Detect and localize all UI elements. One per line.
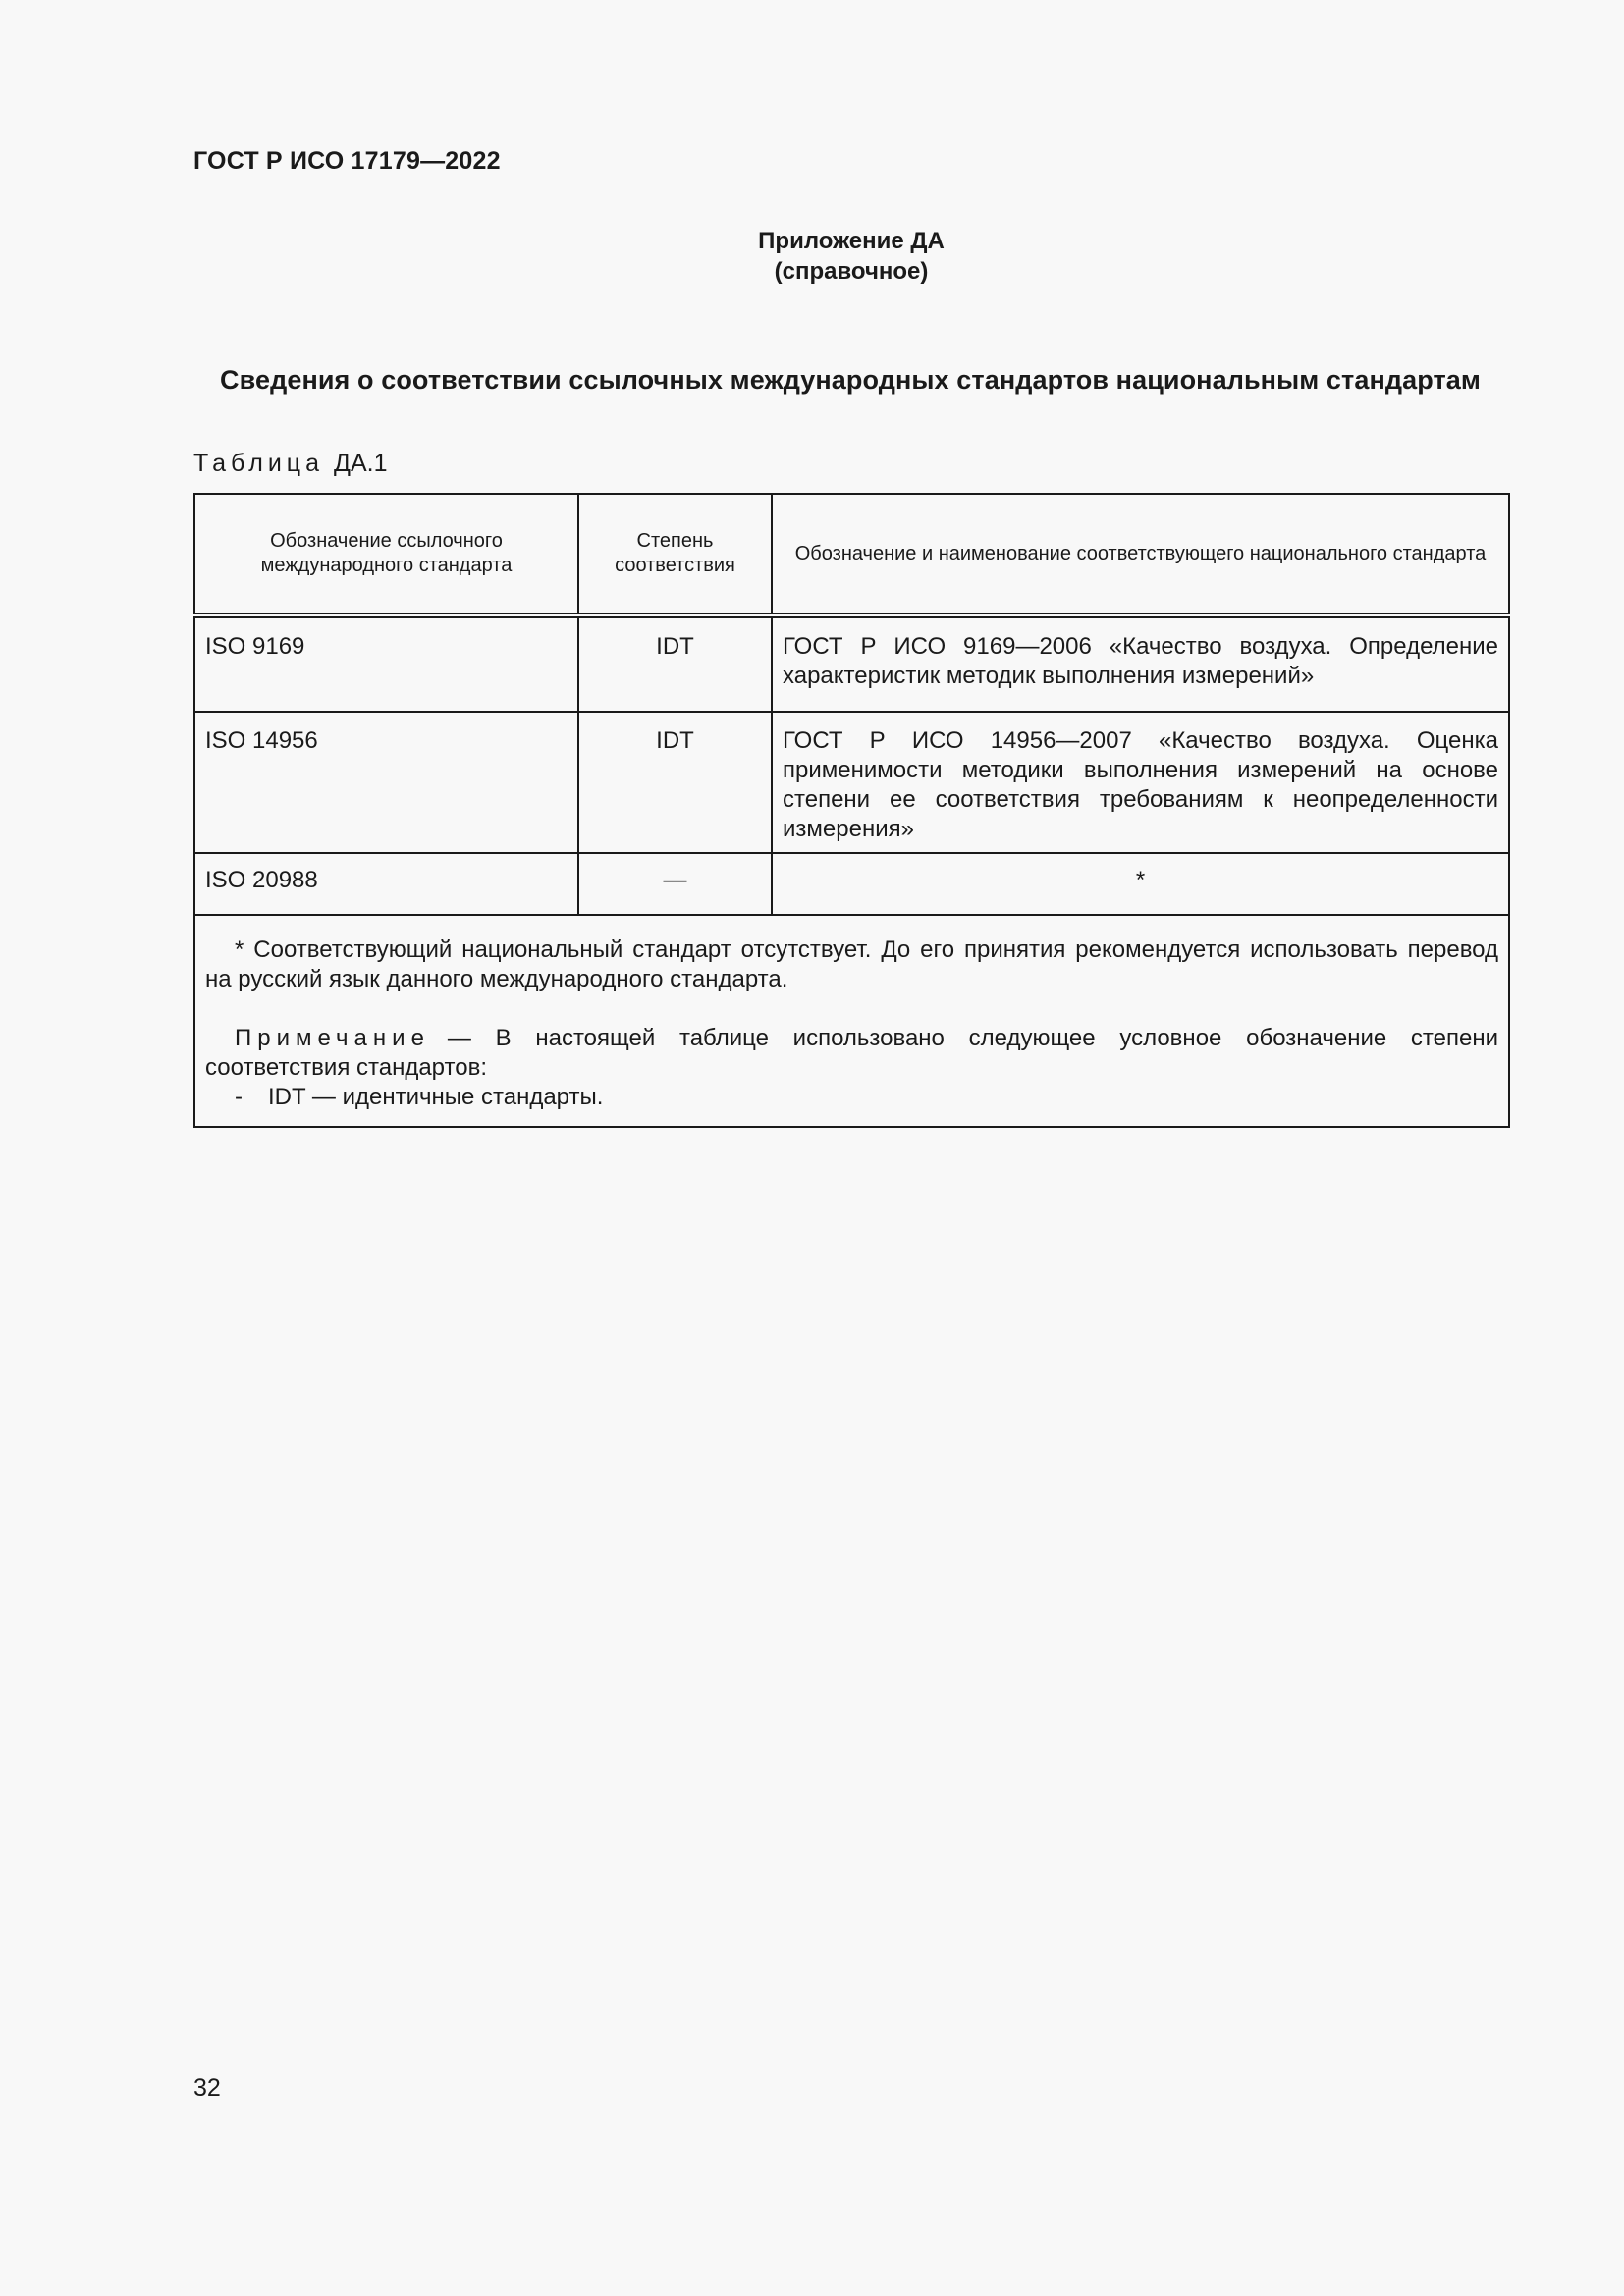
table-footnotes: [194, 915, 1509, 1127]
header-national-standard: Обозначение и наименование соответствующего национального стандарта: [772, 494, 1509, 615]
cell-intl-standard: ISO 20988: [194, 853, 578, 915]
note-label: Примечание: [235, 1025, 430, 1051]
table-header-row: [194, 494, 1509, 615]
table-caption: [193, 450, 388, 478]
correspondence-table: [193, 493, 1510, 1128]
appendix-type: (справочное): [774, 258, 929, 285]
table-row: [194, 853, 1509, 915]
table-caption-label: Таблица: [193, 450, 325, 477]
section-title: Сведения о соответствии ссылочных международных стандартов национальным стандартам: [220, 365, 1481, 395]
cell-national-standard: *: [772, 853, 1509, 915]
cell-degree: —: [578, 853, 772, 915]
cell-degree: IDT: [578, 712, 772, 853]
appendix-title: Приложение ДА: [758, 228, 945, 254]
cell-national-standard: ГОСТ Р ИСО 14956—2007 «Качество воздуха. Оценка применимости методики выполнения измерений на основе степени ее соответствия требованиям к неопределенности измерения»: [772, 712, 1509, 853]
document-header: ГОСТ Р ИСО 17179—2022: [193, 147, 501, 175]
note-paragraph: [205, 1024, 1498, 1083]
page-number: 32: [193, 2074, 221, 2102]
cell-intl-standard: ISO 9169: [194, 615, 578, 712]
footnote-text: * Соответствующий национальный стандарт отсутствует. До его принятия рекомендуется использовать перевод на русский язык данного международного стандарта.: [205, 936, 1498, 992]
appendix-heading: [0, 226, 1624, 287]
header-degree: Степень соответствия: [578, 494, 772, 615]
note-item-text: IDT — идентичные стандарты.: [268, 1084, 604, 1110]
note-item-marker: -: [235, 1084, 243, 1110]
header-intl-standard: Обозначение ссылочного международного стандарта: [194, 494, 578, 615]
note-list-item: [205, 1083, 1498, 1112]
table-row: [194, 712, 1509, 853]
note-text: — В настоящей таблице использовано следующее условное обозначение степени соответствия стандартов:: [205, 1025, 1498, 1081]
cell-national-standard: ГОСТ Р ИСО 9169—2006 «Качество воздуха. Определение характеристик методик выполнения измерений»: [772, 615, 1509, 712]
table-caption-number: ДА.1: [334, 450, 388, 477]
cell-intl-standard: ISO 14956: [194, 712, 578, 853]
cell-degree: IDT: [578, 615, 772, 712]
table-row: [194, 615, 1509, 712]
table-footnotes-row: [194, 915, 1509, 1127]
